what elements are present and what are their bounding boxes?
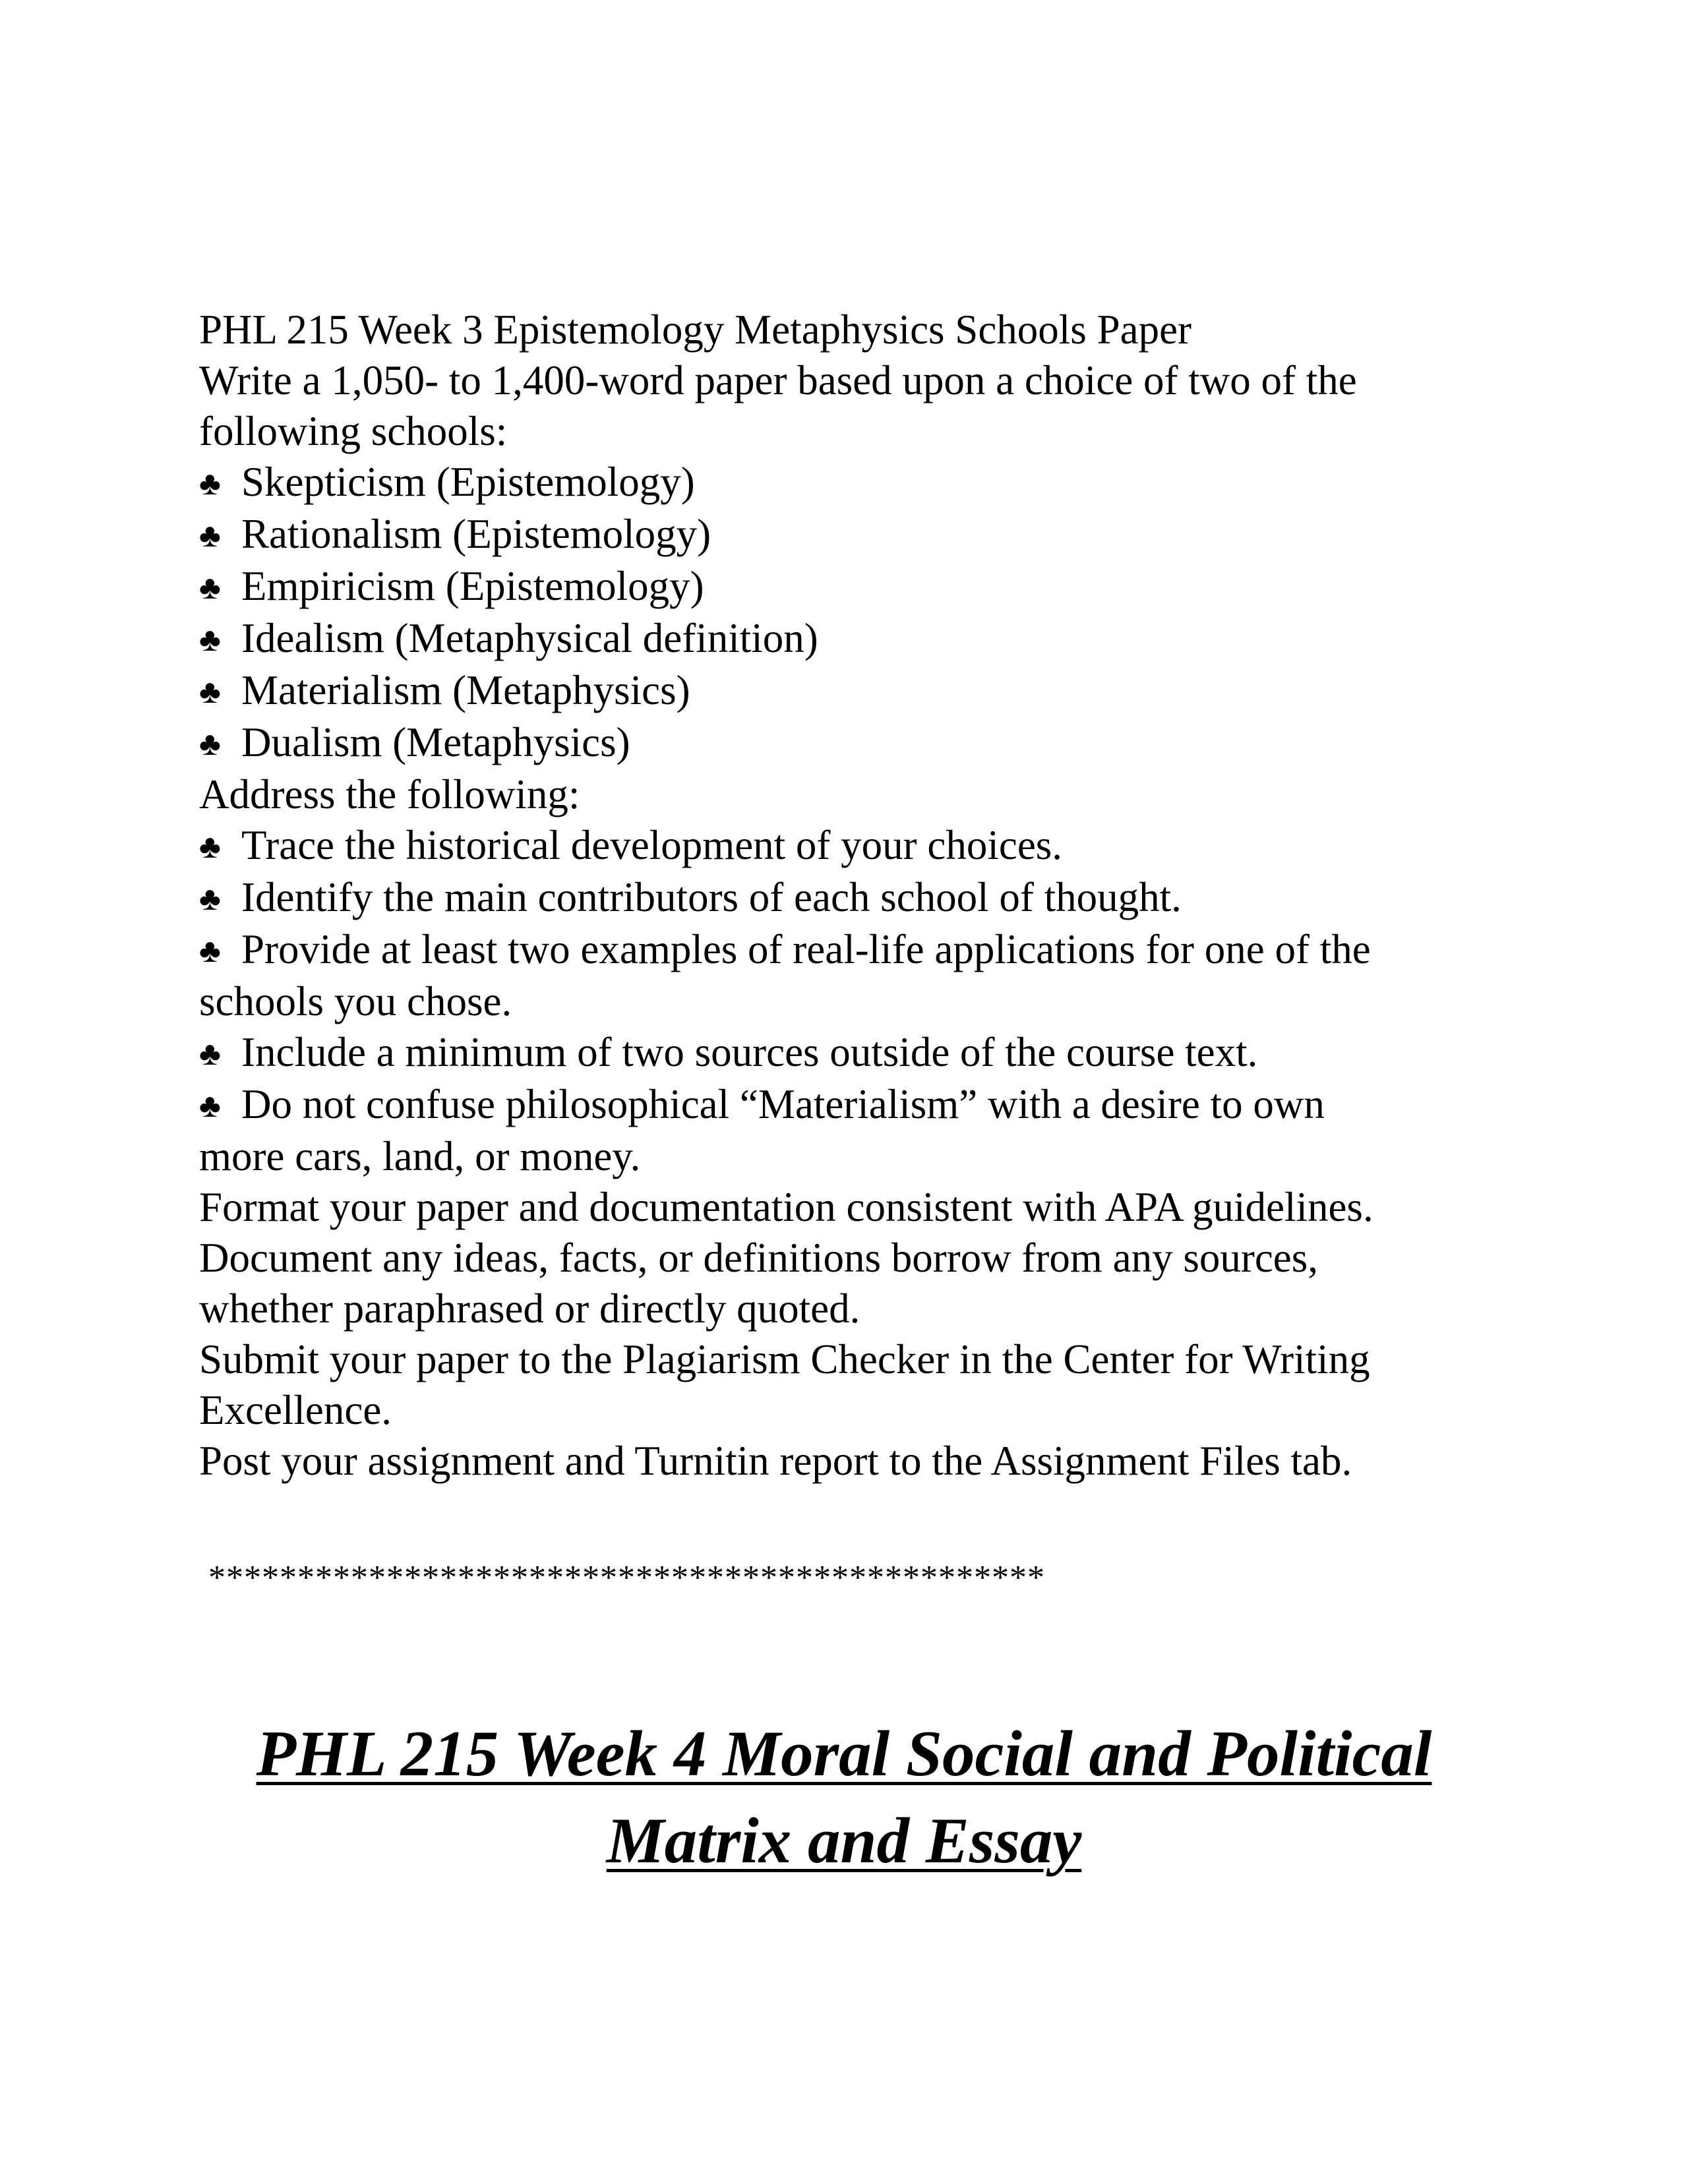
bullet-item: ♣ Rationalism (Epistemology) <box>199 509 1518 561</box>
club-bullet-icon: ♣ <box>199 1087 221 1124</box>
assignment-title: PHL 215 Week 3 Epistemology Metaphysics Schools Paper <box>199 307 1192 353</box>
club-bullet-icon: ♣ <box>199 880 221 917</box>
text-line: following schools: <box>199 408 508 454</box>
separator-line: *********************************************** <box>208 1559 1045 1597</box>
text-line: whether paraphrased or directly quoted. <box>199 1285 860 1332</box>
club-bullet-icon: ♣ <box>199 673 221 710</box>
bullet-item: ♣ Materialism (Metaphysics) <box>199 665 1518 717</box>
text-line: Submit your paper to the Plagiarism Checker in the Center for Writing <box>199 1336 1370 1382</box>
bullet-item: ♣ Idealism (Metaphysical definition) <box>199 613 1518 665</box>
text-line: Write a 1,050- to 1,400-word paper based upon a choice of two of the <box>199 357 1357 403</box>
next-section-heading <box>185 1711 1503 1885</box>
bullet-item: ♣ Skepticism (Epistemology) <box>199 457 1518 509</box>
bullet-item: ♣ Identify the main contributors of each school of thought. <box>199 872 1518 924</box>
heading-line-1: PHL 215 Week 4 Moral Social and Political <box>256 1718 1432 1790</box>
club-bullet-icon: ♣ <box>199 932 221 969</box>
bullet-item: ♣ Trace the historical development of your choices. <box>199 820 1518 872</box>
club-bullet-icon: ♣ <box>199 1035 221 1072</box>
club-bullet-icon: ♣ <box>199 725 221 762</box>
text-line: Format your paper and documentation consistent with APA guidelines. <box>199 1184 1373 1230</box>
bullet-item: ♣ Include a minimum of two sources outside of the course text. <box>199 1027 1518 1079</box>
club-bullet-icon: ♣ <box>199 569 221 606</box>
bullet-item: ♣ Empiricism (Epistemology) <box>199 561 1518 613</box>
club-bullet-icon: ♣ <box>199 517 221 554</box>
text-line: more cars, land, or money. <box>199 1133 641 1179</box>
text-line: Excellence. <box>199 1387 392 1433</box>
club-bullet-icon: ♣ <box>199 621 221 658</box>
heading-line-2: Matrix and Essay <box>606 1805 1082 1877</box>
bullet-item: ♣ Do not confuse philosophical “Materialism” with a desire to own <box>199 1079 1518 1131</box>
text-line: Document any ideas, facts, or definitions borrow from any sources, <box>199 1235 1319 1281</box>
text-line: schools you chose. <box>199 978 512 1024</box>
bullet-item: ♣ Dualism (Metaphysics) <box>199 717 1518 769</box>
bullet-item: ♣ Provide at least two examples of real-life applications for one of the <box>199 924 1518 976</box>
text-line: Post your assignment and Turnitin report to the Assignment Files tab. <box>199 1438 1352 1484</box>
club-bullet-icon: ♣ <box>199 828 221 865</box>
text-line: Address the following: <box>199 771 580 817</box>
assignment-body <box>199 305 1518 1487</box>
club-bullet-icon: ♣ <box>199 465 221 502</box>
